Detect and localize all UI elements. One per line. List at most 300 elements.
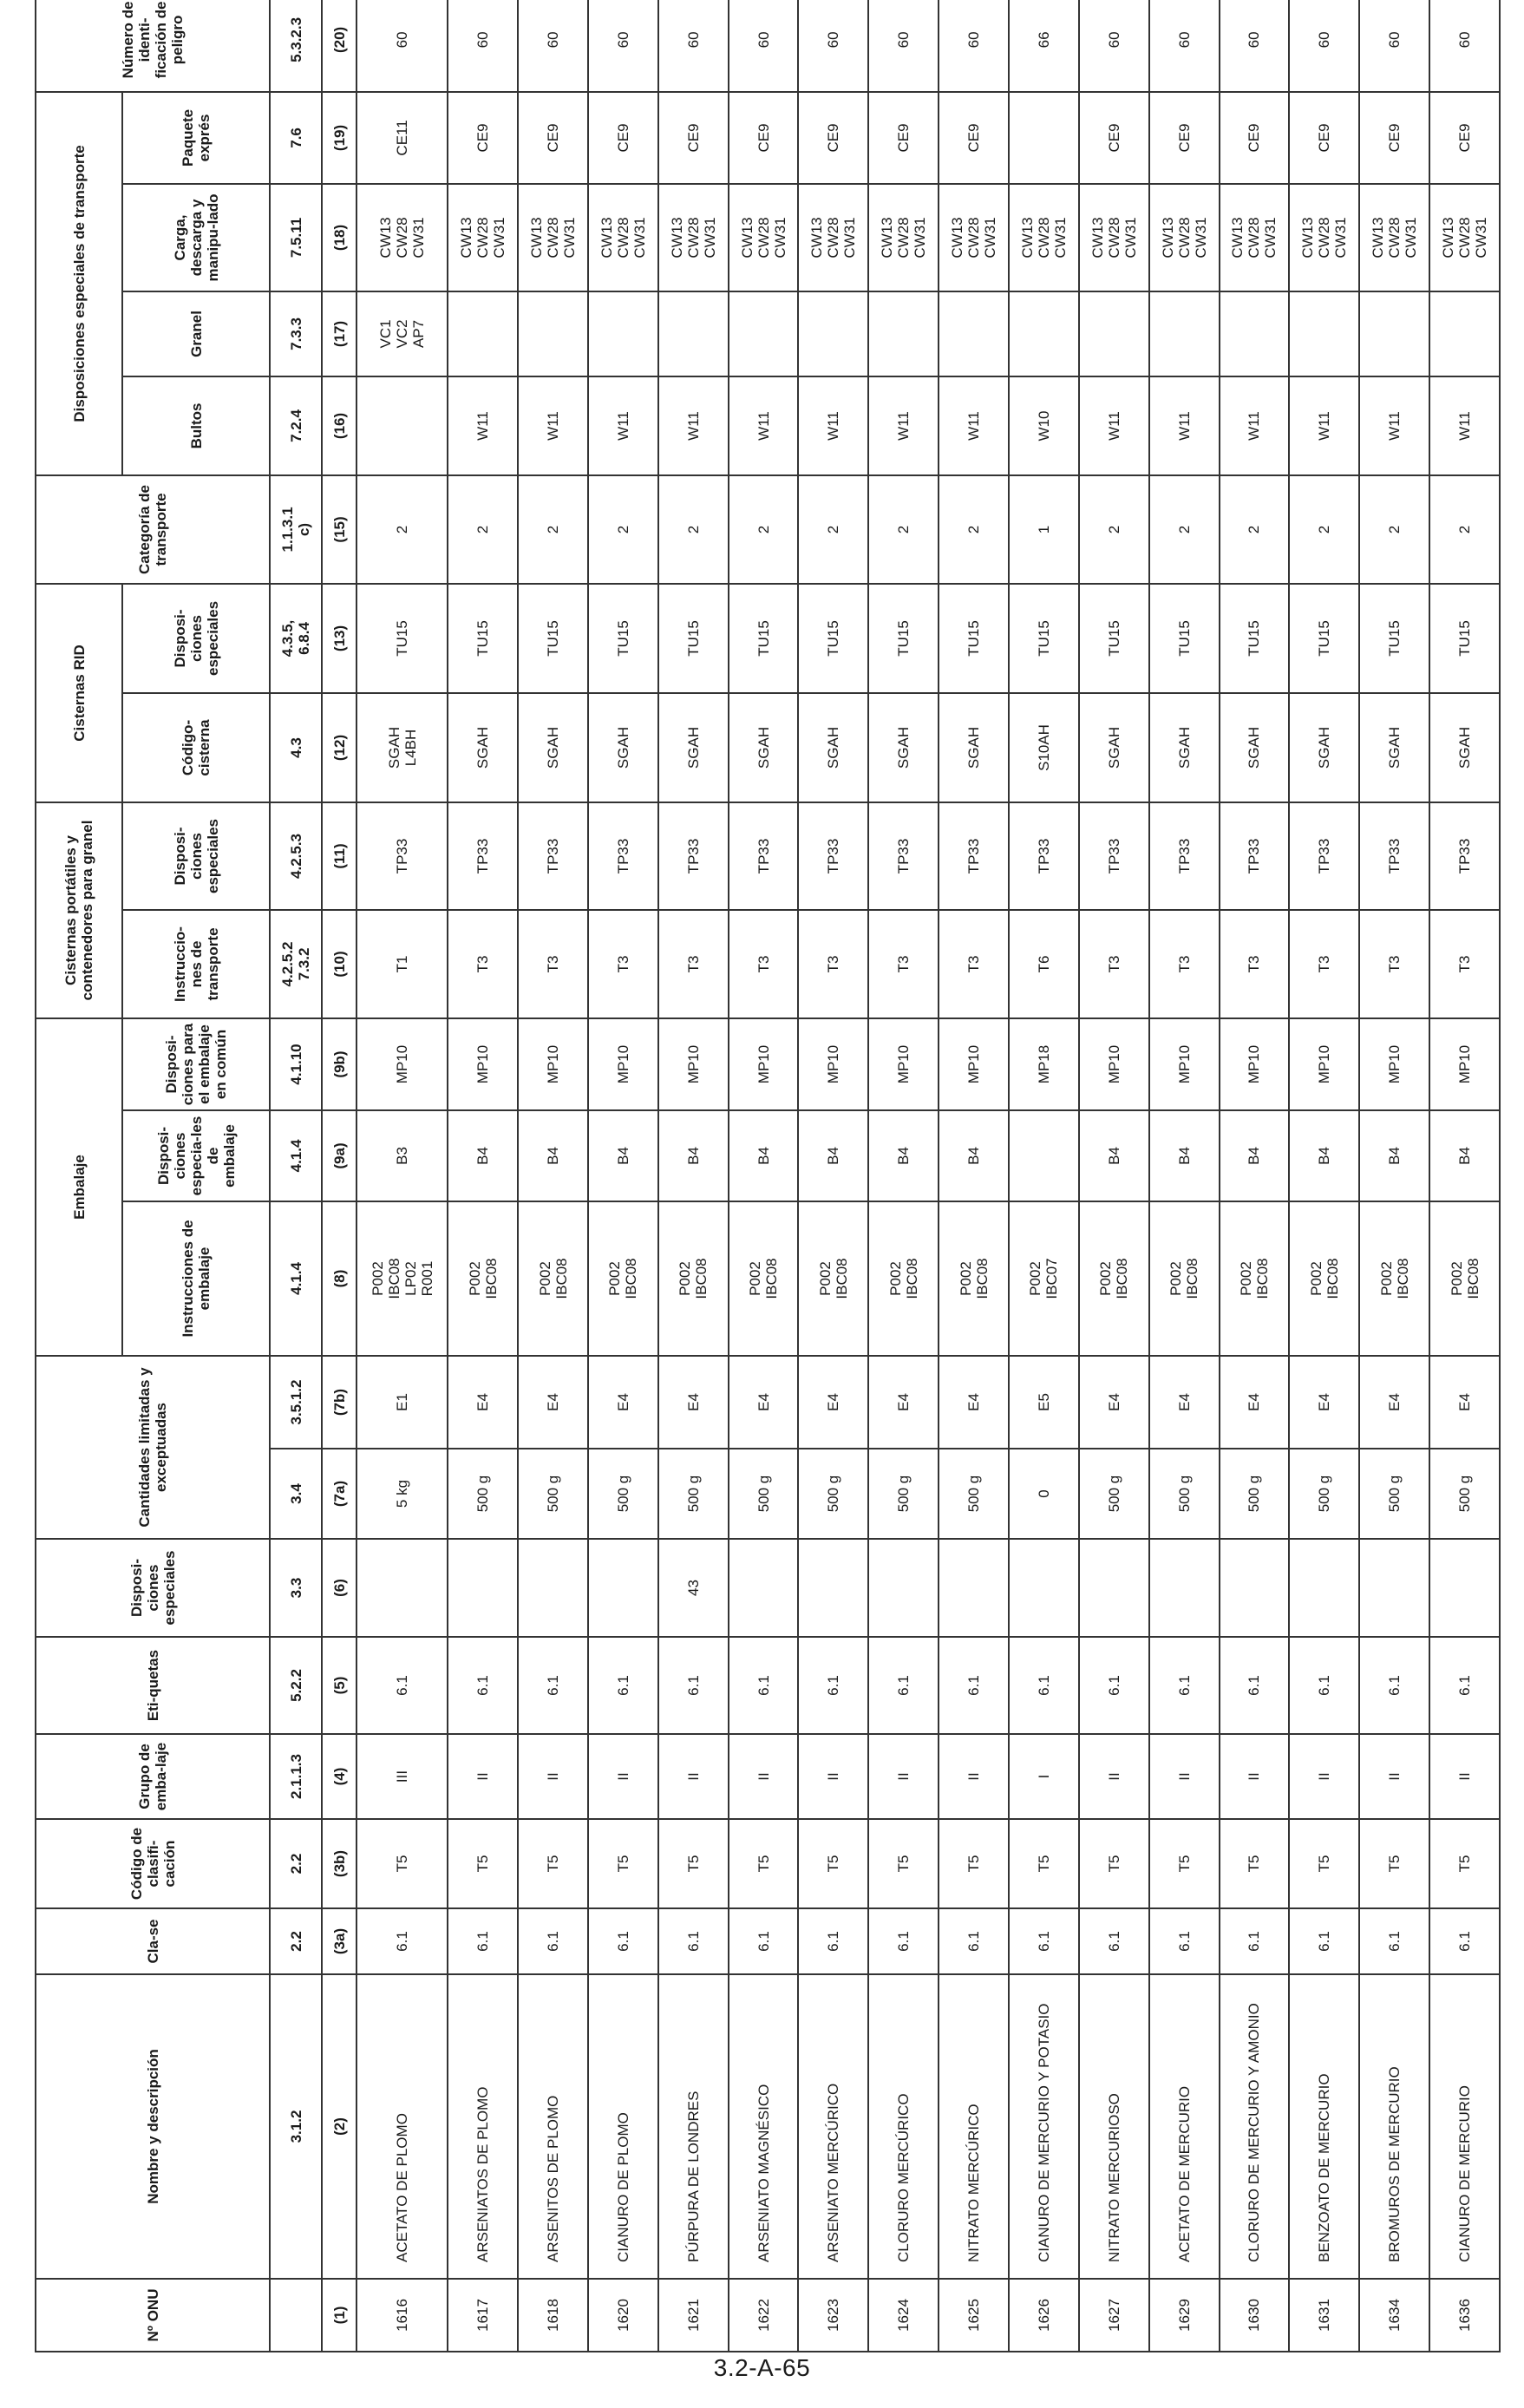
cell-lq: 500 g — [798, 1449, 868, 1539]
table-row — [448, 0, 518, 2352]
ref-cell: 3.3 — [270, 1539, 322, 1637]
cell-tc: SGAH — [1220, 693, 1290, 802]
cell-load: CW13 CW28 CW31 — [356, 184, 448, 291]
cell-eq: E4 — [1289, 1356, 1359, 1449]
table-row — [868, 0, 939, 2352]
cell-bulk — [729, 291, 799, 376]
cell-tsp: TP33 — [729, 802, 799, 910]
ref-cell: 2.2 — [270, 1908, 322, 1974]
cell-pg: II — [658, 1734, 729, 1819]
cell-cls: 6.1 — [1359, 1908, 1429, 1974]
cell-mp: MP10 — [1359, 1018, 1429, 1110]
dangerous-goods-table — [35, 0, 1501, 2352]
cell-ti: T3 — [658, 910, 729, 1018]
cell-name: CIANURO DE MERCURIO — [1429, 1974, 1500, 2279]
cell-name: ACETATO DE MERCURIO — [1149, 1974, 1220, 2279]
col-number-cell: (7b) — [322, 1356, 356, 1449]
cell-pi: P002 IBC08 — [798, 1201, 868, 1356]
cell-cls: 6.1 — [1149, 1908, 1220, 1974]
col-number-cell: (1) — [322, 2279, 356, 2352]
cell-name: PÚRPURA DE LONDRES — [658, 1974, 729, 2279]
cell-pi: P002 IBC08 — [868, 1201, 939, 1356]
cell-un: 1624 — [868, 2279, 939, 2352]
cell-exp: CE9 — [798, 92, 868, 184]
cell-pi: P002 IBC08 — [1289, 1201, 1359, 1356]
cell-pkg: W11 — [729, 376, 799, 475]
table-row — [658, 0, 729, 2352]
cell-pg: II — [1149, 1734, 1220, 1819]
cell-pi: P002 IBC08 — [1079, 1201, 1149, 1356]
cell-load: CW13 CW28 CW31 — [1429, 184, 1500, 291]
header-transport-special: Disposiciones especiales de transporte — [36, 92, 122, 475]
cell-haz: 60 — [868, 0, 939, 92]
cell-lab: 6.1 — [1009, 1637, 1079, 1734]
table-row — [1429, 0, 1500, 2352]
cell-eq: E4 — [588, 1356, 658, 1449]
cell-pi: P002 IBC08 — [518, 1201, 588, 1356]
cell-exp: CE9 — [1289, 92, 1359, 184]
header-transport-category: Categoría de transporte — [36, 475, 270, 584]
ref-cell: 5.2.2 — [270, 1637, 322, 1734]
col-number-cell: (3b) — [322, 1819, 356, 1908]
cell-lq: 500 g — [939, 1449, 1009, 1539]
header-special-packing: Disposi-ciones especia-les de embalaje — [122, 1110, 270, 1201]
cell-sp — [798, 1539, 868, 1637]
cell-pkg: W11 — [658, 376, 729, 475]
cell-exp: CE9 — [518, 92, 588, 184]
cell-code: T5 — [356, 1819, 448, 1908]
cell-mp: MP10 — [1149, 1018, 1220, 1110]
cell-mp: MP10 — [939, 1018, 1009, 1110]
cell-cls: 6.1 — [518, 1908, 588, 1974]
cell-pi: P002 IBC08 — [939, 1201, 1009, 1356]
cell-haz: 60 — [518, 0, 588, 92]
ref-cell: 4.3.5, 6.8.4 — [270, 584, 322, 693]
cell-mp: MP10 — [868, 1018, 939, 1110]
cell-tsp: TP33 — [448, 802, 518, 910]
cell-tc: SGAH — [1079, 693, 1149, 802]
cell-tsp: TP33 — [1429, 802, 1500, 910]
cell-lq: 500 g — [1220, 1449, 1290, 1539]
cell-spp: B4 — [729, 1110, 799, 1201]
header-rid-tanks: Cisternas RID — [36, 584, 122, 802]
cell-bulk — [448, 291, 518, 376]
cell-cls: 6.1 — [1289, 1908, 1359, 1974]
cell-name: ARSENITOS DE PLOMO — [518, 1974, 588, 2279]
cell-eq: E4 — [448, 1356, 518, 1449]
cell-tc: SGAH — [588, 693, 658, 802]
cell-lq: 500 g — [1149, 1449, 1220, 1539]
table-row — [1289, 0, 1359, 2352]
cell-ti: T3 — [588, 910, 658, 1018]
cell-cls: 6.1 — [1079, 1908, 1149, 1974]
col-number-cell: (17) — [322, 291, 356, 376]
cell-sp — [1429, 1539, 1500, 1637]
cell-sp — [939, 1539, 1009, 1637]
cell-rsp: TU15 — [939, 584, 1009, 693]
cell-name: ARSENIATO MAGNÉSICO — [729, 1974, 799, 2279]
cell-cat: 2 — [798, 475, 868, 584]
header-packing-instructions: Instrucciones de embalaje — [122, 1201, 270, 1356]
table-row — [1079, 0, 1149, 2352]
cell-eq: E4 — [939, 1356, 1009, 1449]
cell-cat: 1 — [1009, 475, 1079, 584]
cell-name: CLORURO DE MERCURIO Y AMONIO — [1220, 1974, 1290, 2279]
cell-haz: 60 — [448, 0, 518, 92]
cell-name: CIANURO DE MERCURIO Y POTASIO — [1009, 1974, 1079, 2279]
cell-code: T5 — [588, 1819, 658, 1908]
cell-exp: CE9 — [448, 92, 518, 184]
cell-mp: MP10 — [1429, 1018, 1500, 1110]
cell-lab: 6.1 — [356, 1637, 448, 1734]
col-number-cell: (2) — [322, 1974, 356, 2279]
ref-cell: 7.6 — [270, 92, 322, 184]
cell-pg: II — [588, 1734, 658, 1819]
col-number-cell: (18) — [322, 184, 356, 291]
cell-cat: 2 — [1149, 475, 1220, 584]
cell-lq: 500 g — [518, 1449, 588, 1539]
cell-lab: 6.1 — [1079, 1637, 1149, 1734]
header-un-no: Nº ONU — [36, 2279, 270, 2352]
cell-tsp: TP33 — [1289, 802, 1359, 910]
cell-bulk — [868, 291, 939, 376]
cell-lq: 500 g — [1079, 1449, 1149, 1539]
cell-haz: 60 — [798, 0, 868, 92]
cell-tc: SGAH L4BH — [356, 693, 448, 802]
cell-load: CW13 CW28 CW31 — [1289, 184, 1359, 291]
cell-ti: T1 — [356, 910, 448, 1018]
cell-pi: P002 IBC07 — [1009, 1201, 1079, 1356]
cell-cls: 6.1 — [658, 1908, 729, 1974]
cell-code: T5 — [658, 1819, 729, 1908]
cell-eq: E4 — [798, 1356, 868, 1449]
cell-ti: T3 — [1289, 910, 1359, 1018]
cell-bulk — [798, 291, 868, 376]
col-number-cell: (5) — [322, 1637, 356, 1734]
cell-eq: E4 — [729, 1356, 799, 1449]
cell-tc: SGAH — [939, 693, 1009, 802]
cell-mp: MP10 — [1289, 1018, 1359, 1110]
header-special-provisions: Disposi-ciones especiales — [36, 1539, 270, 1637]
cell-name: ARSENIATOS DE PLOMO — [448, 1974, 518, 2279]
cell-haz: 60 — [356, 0, 448, 92]
col-number-cell: (9a) — [322, 1110, 356, 1201]
cell-rsp: TU15 — [518, 584, 588, 693]
ref-cell: 1.1.3.1 c) — [270, 475, 322, 584]
header-rid-special: Disposi-ciones especiales — [122, 584, 270, 693]
cell-haz: 60 — [1429, 0, 1500, 92]
cell-load: CW13 CW28 CW31 — [1359, 184, 1429, 291]
cell-sp: 43 — [658, 1539, 729, 1637]
col-number-cell: (19) — [322, 92, 356, 184]
cell-pkg: W11 — [868, 376, 939, 475]
cell-haz: 60 — [939, 0, 1009, 92]
cell-code: T5 — [448, 1819, 518, 1908]
cell-exp: CE9 — [588, 92, 658, 184]
cell-bulk — [1149, 291, 1220, 376]
cell-name: CLORURO MERCÚRICO — [868, 1974, 939, 2279]
ref-cell: 4.1.10 — [270, 1018, 322, 1110]
cell-load: CW13 CW28 CW31 — [1009, 184, 1079, 291]
header-name: Nombre y descripción — [36, 1974, 270, 2279]
ref-cell: 4.1.4 — [270, 1201, 322, 1356]
cell-sp — [1359, 1539, 1429, 1637]
cell-pg: I — [1009, 1734, 1079, 1819]
cell-cat: 2 — [939, 475, 1009, 584]
cell-name: BENZOATO DE MERCURIO — [1289, 1974, 1359, 2279]
cell-exp: CE9 — [1149, 92, 1220, 184]
cell-mp: MP10 — [658, 1018, 729, 1110]
cell-spp: B4 — [1429, 1110, 1500, 1201]
cell-cat: 2 — [356, 475, 448, 584]
cell-pg: II — [1079, 1734, 1149, 1819]
table-row — [1009, 0, 1079, 2352]
ref-cell: 4.2.5.3 — [270, 802, 322, 910]
cell-load: CW13 CW28 CW31 — [1149, 184, 1220, 291]
cell-pi: P002 IBC08 — [1149, 1201, 1220, 1356]
ref-cell: 2.1.1.3 — [270, 1734, 322, 1819]
cell-eq: E4 — [518, 1356, 588, 1449]
col-number-cell: (10) — [322, 910, 356, 1018]
table-row — [798, 0, 868, 2352]
cell-lq: 500 g — [588, 1449, 658, 1539]
cell-cat: 2 — [658, 475, 729, 584]
cell-mp: MP10 — [1079, 1018, 1149, 1110]
cell-haz: 60 — [1289, 0, 1359, 92]
cell-mp: MP18 — [1009, 1018, 1079, 1110]
cell-un: 1618 — [518, 2279, 588, 2352]
table-row — [518, 0, 588, 2352]
cell-bulk — [1289, 291, 1359, 376]
cell-spp: B4 — [1079, 1110, 1149, 1201]
cell-sp — [1009, 1539, 1079, 1637]
cell-un: 1622 — [729, 2279, 799, 2352]
cell-exp — [1009, 92, 1079, 184]
ref-cell — [270, 2279, 322, 2352]
cell-tsp: TP33 — [1009, 802, 1079, 910]
cell-pg: II — [1359, 1734, 1429, 1819]
table-row — [356, 0, 448, 2352]
cell-bulk — [518, 291, 588, 376]
cell-rsp: TU15 — [868, 584, 939, 693]
cell-sp — [518, 1539, 588, 1637]
cell-pkg: W11 — [1149, 376, 1220, 475]
cell-lab: 6.1 — [518, 1637, 588, 1734]
col-number-cell: (8) — [322, 1201, 356, 1356]
ref-cell: 4.1.4 — [270, 1110, 322, 1201]
cell-code: T5 — [1079, 1819, 1149, 1908]
cell-name: CIANURO DE PLOMO — [588, 1974, 658, 2279]
cell-rsp: TU15 — [588, 584, 658, 693]
cell-rsp: TU15 — [1359, 584, 1429, 693]
cell-spp: B4 — [939, 1110, 1009, 1201]
cell-rsp: TU15 — [1079, 584, 1149, 693]
cell-name: BROMUROS DE MERCURIO — [1359, 1974, 1429, 2279]
cell-sp — [356, 1539, 448, 1637]
cell-haz: 60 — [1079, 0, 1149, 92]
cell-lq: 500 g — [1289, 1449, 1359, 1539]
col-number-cell: (7a) — [322, 1449, 356, 1539]
cell-rsp: TU15 — [356, 584, 448, 693]
col-number-cell: (16) — [322, 376, 356, 475]
cell-haz: 60 — [1220, 0, 1290, 92]
header-packages: Bultos — [122, 376, 270, 475]
cell-eq: E4 — [1359, 1356, 1429, 1449]
cell-un: 1620 — [588, 2279, 658, 2352]
cell-ti: T6 — [1009, 910, 1079, 1018]
header-bulk: Granel — [122, 291, 270, 376]
cell-rsp: TU15 — [1429, 584, 1500, 693]
cell-haz: 60 — [1149, 0, 1220, 92]
cell-un: 1617 — [448, 2279, 518, 2352]
cell-pkg: W11 — [1079, 376, 1149, 475]
cell-cls: 6.1 — [356, 1908, 448, 1974]
cell-sp — [1220, 1539, 1290, 1637]
ref-cell: 7.2.4 — [270, 376, 322, 475]
cell-un: 1626 — [1009, 2279, 1079, 2352]
cell-tc: S10AH — [1009, 693, 1079, 802]
cell-cls: 6.1 — [448, 1908, 518, 1974]
table-row — [939, 0, 1009, 2352]
cell-lq: 500 g — [658, 1449, 729, 1539]
cell-cat: 2 — [1289, 475, 1359, 584]
cell-rsp: TU15 — [798, 584, 868, 693]
cell-tc: SGAH — [658, 693, 729, 802]
header-packaging: Embalaje — [36, 1018, 122, 1356]
cell-ti: T3 — [868, 910, 939, 1018]
cell-exp: CE9 — [868, 92, 939, 184]
cell-cat: 2 — [448, 475, 518, 584]
cell-tsp: TP33 — [868, 802, 939, 910]
cell-lq: 500 g — [448, 1449, 518, 1539]
cell-un: 1625 — [939, 2279, 1009, 2352]
cell-exp: CE9 — [658, 92, 729, 184]
cell-pi: P002 IBC08 LP02 R001 — [356, 1201, 448, 1356]
cell-load: CW13 CW28 CW31 — [518, 184, 588, 291]
cell-lab: 6.1 — [1220, 1637, 1290, 1734]
cell-tc: SGAH — [729, 693, 799, 802]
cell-bulk — [588, 291, 658, 376]
cell-bulk — [939, 291, 1009, 376]
cell-cat: 2 — [588, 475, 658, 584]
header-mixed-packing: Disposi-ciones para el embalaje en común — [122, 1018, 270, 1110]
cell-cat: 2 — [1359, 475, 1429, 584]
cell-spp: B4 — [1220, 1110, 1290, 1201]
page-number: 3.2-A-65 — [713, 2354, 811, 2381]
cell-lab: 6.1 — [868, 1637, 939, 1734]
cell-sp — [1289, 1539, 1359, 1637]
cell-ti: T3 — [939, 910, 1009, 1018]
cell-ti: T3 — [798, 910, 868, 1018]
ref-cell: 5.3.2.3 — [270, 0, 322, 92]
cell-tc: SGAH — [1289, 693, 1359, 802]
header-tank-code: Código-cisterna — [122, 693, 270, 802]
cell-tsp: TP33 — [658, 802, 729, 910]
cell-pg: II — [518, 1734, 588, 1819]
cell-load: CW13 CW28 CW31 — [1079, 184, 1149, 291]
cell-pg: II — [868, 1734, 939, 1819]
cell-ti: T3 — [1079, 910, 1149, 1018]
cell-code: T5 — [1359, 1819, 1429, 1908]
cell-eq: E4 — [1149, 1356, 1220, 1449]
cell-sp — [1149, 1539, 1220, 1637]
cell-mp: MP10 — [588, 1018, 658, 1110]
cell-spp: B4 — [518, 1110, 588, 1201]
cell-tsp: TP33 — [588, 802, 658, 910]
header-hazard-id: Número de identi-ficación de peligro — [36, 0, 270, 92]
cell-load: CW13 CW28 CW31 — [1220, 184, 1290, 291]
header-express: Paquete exprés — [122, 92, 270, 184]
cell-pi: P002 IBC08 — [1220, 1201, 1290, 1356]
cell-name: ACETATO DE PLOMO — [356, 1974, 448, 2279]
cell-tc: SGAH — [1429, 693, 1500, 802]
cell-tc: SGAH — [448, 693, 518, 802]
cell-cls: 6.1 — [868, 1908, 939, 1974]
col-number-cell: (6) — [322, 1539, 356, 1637]
cell-pg: II — [1289, 1734, 1359, 1819]
cell-pkg — [356, 376, 448, 475]
cell-un: 1631 — [1289, 2279, 1359, 2352]
cell-mp: MP10 — [729, 1018, 799, 1110]
table-row — [1359, 0, 1429, 2352]
ref-cell: 7.3.3 — [270, 291, 322, 376]
header-portable-tanks: Cisternas portátiles y contenedores para granel — [36, 802, 122, 1018]
cell-lab: 6.1 — [729, 1637, 799, 1734]
cell-exp: CE9 — [729, 92, 799, 184]
cell-un: 1616 — [356, 2279, 448, 2352]
cell-tsp: TP33 — [1220, 802, 1290, 910]
cell-spp: B4 — [868, 1110, 939, 1201]
cell-ti: T3 — [729, 910, 799, 1018]
cell-spp: B3 — [356, 1110, 448, 1201]
col-number-cell: (13) — [322, 584, 356, 693]
cell-tsp: TP33 — [1079, 802, 1149, 910]
cell-rsp: TU15 — [1220, 584, 1290, 693]
cell-code: T5 — [518, 1819, 588, 1908]
cell-pkg: W10 — [1009, 376, 1079, 475]
cell-cls: 6.1 — [1220, 1908, 1290, 1974]
cell-pkg: W11 — [518, 376, 588, 475]
table-row — [1220, 0, 1290, 2352]
cell-exp: CE9 — [939, 92, 1009, 184]
col-number-cell: (4) — [322, 1734, 356, 1819]
cell-rsp: TU15 — [1009, 584, 1079, 693]
cell-rsp: TU15 — [658, 584, 729, 693]
cell-pi: P002 IBC08 — [658, 1201, 729, 1356]
cell-pg: II — [729, 1734, 799, 1819]
cell-pkg: W11 — [1289, 376, 1359, 475]
cell-lab: 6.1 — [1149, 1637, 1220, 1734]
cell-ti: T3 — [1359, 910, 1429, 1018]
cell-un: 1629 — [1149, 2279, 1220, 2352]
cell-bulk — [658, 291, 729, 376]
ref-cell: 4.2.5.2 7.3.2 — [270, 910, 322, 1018]
cell-cat: 2 — [1220, 475, 1290, 584]
cell-exp: CE11 — [356, 92, 448, 184]
cell-code: T5 — [798, 1819, 868, 1908]
cell-haz: 60 — [1359, 0, 1429, 92]
cell-eq: E1 — [356, 1356, 448, 1449]
cell-exp: CE9 — [1359, 92, 1429, 184]
cell-haz: 60 — [658, 0, 729, 92]
cell-tc: SGAH — [1149, 693, 1220, 802]
cell-pi: P002 IBC08 — [729, 1201, 799, 1356]
cell-load: CW13 CW28 CW31 — [939, 184, 1009, 291]
ref-cell: 3.1.2 — [270, 1974, 322, 2279]
cell-sp — [1079, 1539, 1149, 1637]
table-row — [588, 0, 658, 2352]
cell-spp: B4 — [658, 1110, 729, 1201]
